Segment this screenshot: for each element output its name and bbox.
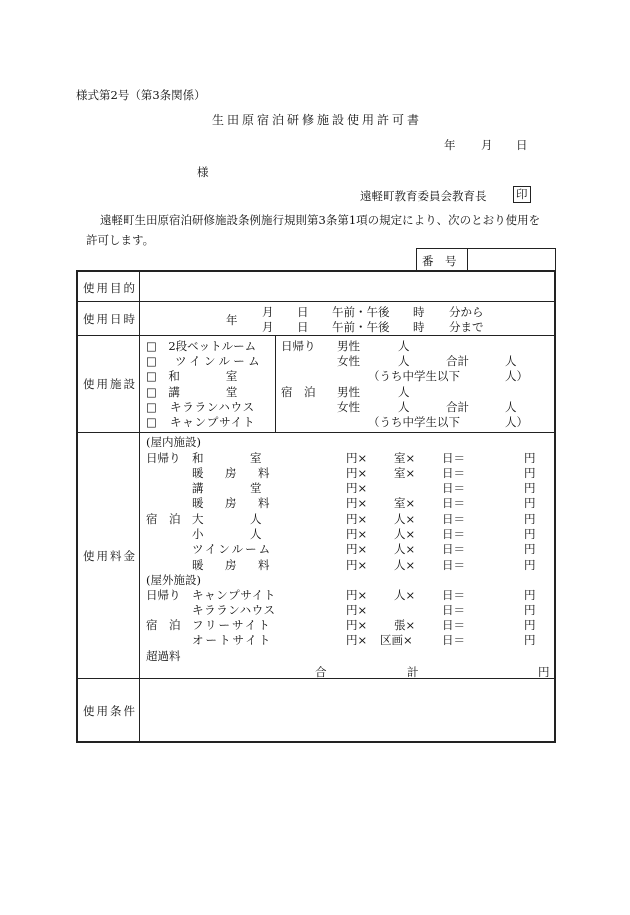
fee-yen: 円: [524, 633, 536, 647]
occ-stay-label: 宿 泊: [281, 385, 316, 399]
occ-day-female-person: 人: [398, 354, 410, 368]
datetime-hour-2: 時: [413, 320, 425, 334]
addressee-suffix: 様: [197, 165, 209, 179]
facility-checkbox-bunk[interactable]: □ 2段ベットルーム: [146, 339, 257, 353]
fee-days: 日＝: [442, 618, 465, 632]
date-day: 日: [516, 138, 528, 152]
fee-days: 日＝: [442, 451, 465, 465]
occ-day-school: （うち中学生以下: [368, 369, 460, 383]
date-month: 月: [481, 138, 493, 152]
occ-dayuse-label: 日帰り: [281, 339, 316, 353]
fee-days: 日＝: [442, 466, 465, 480]
datetime-day-2: 日: [297, 320, 309, 334]
purpose-field[interactable]: [142, 274, 552, 299]
fee-item: 大 人: [192, 512, 265, 526]
number-box-divider: [467, 248, 468, 270]
row-label-conditions: 使用条件: [83, 704, 137, 718]
fee-item: オートサイト: [192, 633, 273, 647]
fee-unit: 室×: [394, 496, 416, 510]
fee-days: 日＝: [442, 633, 465, 647]
occ-day-total: 合計: [446, 354, 469, 368]
fee-days: 日＝: [442, 496, 465, 510]
fee-unit: 室×: [394, 466, 416, 480]
datetime-day-1: 日: [297, 305, 309, 319]
number-label: 番 号: [422, 254, 457, 268]
datetime-hour-1: 時: [413, 305, 425, 319]
number-field[interactable]: [470, 251, 552, 268]
fee-days: 日＝: [442, 512, 465, 526]
row-label-facility: 使用施設: [83, 377, 137, 391]
fee-item: 講 堂: [192, 481, 265, 495]
fee-rate: 円×: [346, 618, 368, 632]
issuer: 遠軽町教育委員会教育長: [360, 189, 487, 203]
fee-yen: 円: [524, 588, 536, 602]
fee-rate: 円×: [346, 542, 368, 556]
row-label-fee: 使用料金: [83, 549, 137, 563]
body-text-line1: 遠軽町生田原宿泊研修施設条例施行規則第3条第1項の規定により、次のとおり使用を: [100, 213, 541, 227]
fee-unit: 張×: [394, 618, 416, 632]
date-year: 年: [444, 138, 456, 152]
fee-days: 日＝: [442, 588, 465, 602]
datetime-month-2: 月: [262, 320, 274, 334]
fee-days: 日＝: [442, 542, 465, 556]
fee-unit: 人×: [394, 588, 416, 602]
fee-yen: 円: [524, 451, 536, 465]
occ-stay-male: 男性: [337, 385, 360, 399]
number-box-top: [416, 248, 556, 249]
fee-yen: 円: [524, 466, 536, 480]
fee-rate: 円×: [346, 527, 368, 541]
occ-stay-school-end: 人）: [505, 415, 528, 429]
occ-stay-school: （うち中学生以下: [368, 415, 460, 429]
occ-stay-total: 合計: [446, 400, 469, 414]
facility-checkbox-kirara-house[interactable]: □ キラランハウス: [146, 400, 255, 414]
fee-yen: 円: [524, 512, 536, 526]
page-title: 生田原宿泊研修施設使用許可書: [212, 113, 423, 127]
fee-unit: 人×: [394, 558, 416, 572]
fee-rate: 円×: [346, 496, 368, 510]
number-box-right: [555, 248, 556, 270]
fee-indoor-dayuse: 日帰り: [146, 451, 181, 465]
fee-unit: 人×: [394, 542, 416, 556]
occ-stay-female: 女性: [337, 400, 360, 414]
fee-rate: 円×: [346, 481, 368, 495]
fee-yen: 円: [524, 558, 536, 572]
fee-item: 暖 房 料: [192, 558, 275, 572]
facility-checkbox-hall[interactable]: □ 講 堂: [146, 385, 238, 399]
fee-yen: 円: [524, 618, 536, 632]
fee-item: ツインルーム: [192, 542, 273, 556]
fee-item: キャンプサイト: [192, 588, 276, 602]
row-label-purpose: 使用目的: [83, 281, 137, 295]
fee-excess: 超過料: [146, 649, 181, 663]
fee-rate: 円×: [346, 466, 368, 480]
fee-indoor-header: (屋内施設): [146, 435, 201, 449]
datetime-year: 年: [226, 313, 238, 327]
datetime-ampm-1: 午前・午後: [332, 305, 390, 319]
fee-days: 日＝: [442, 603, 465, 617]
fee-unit: 人×: [394, 527, 416, 541]
fee-yen: 円: [524, 496, 536, 510]
fee-item: フリーサイト: [192, 618, 272, 632]
fee-total-yen: 円: [538, 665, 550, 679]
fee-unit: 区画×: [380, 633, 413, 647]
fee-total-label: 合 計: [315, 665, 419, 679]
number-box-left: [416, 248, 417, 270]
occ-day-school-end: 人）: [505, 369, 528, 383]
occ-stay-female-person: 人: [398, 400, 410, 414]
occ-day-male-person: 人: [398, 339, 410, 353]
fee-outdoor-stay: 宿 泊: [146, 618, 181, 632]
fee-rate: 円×: [346, 588, 368, 602]
fee-item: キラランハウス: [192, 603, 276, 617]
datetime-min-2: 分まで: [449, 320, 484, 334]
fee-yen: 円: [524, 527, 536, 541]
fee-outdoor-dayuse: 日帰り: [146, 588, 181, 602]
fee-item: 暖 房 料: [192, 496, 275, 510]
conditions-field[interactable]: [142, 682, 552, 738]
fee-rate: 円×: [346, 603, 368, 617]
seal-box: 印: [513, 186, 531, 203]
datetime-ampm-2: 午前・午後: [332, 320, 390, 334]
fee-unit: 室×: [394, 451, 416, 465]
datetime-month-1: 月: [262, 305, 274, 319]
fee-unit: 人×: [394, 512, 416, 526]
fee-rate: 円×: [346, 633, 368, 647]
occ-day-female: 女性: [337, 354, 360, 368]
fee-days: 日＝: [442, 481, 465, 495]
fee-item: 和 室: [192, 451, 265, 465]
form-number: 様式第2号（第3条関係）: [76, 88, 206, 102]
datetime-min-1: 分から: [449, 305, 484, 319]
fee-days: 日＝: [442, 527, 465, 541]
fee-item: 小 人: [192, 527, 265, 541]
occ-day-male: 男性: [337, 339, 360, 353]
facility-checkbox-twin[interactable]: □ ツインルーム: [146, 354, 263, 368]
occ-day-total-person: 人: [505, 354, 517, 368]
facility-checkbox-campsite[interactable]: □ キャンプサイト: [146, 415, 256, 429]
body-text-line2: 許可します。: [86, 233, 155, 247]
fee-rate: 円×: [346, 558, 368, 572]
fee-outdoor-header: (屋外施設): [146, 573, 201, 587]
occ-stay-male-person: 人: [398, 385, 410, 399]
fee-days: 日＝: [442, 558, 465, 572]
fee-yen: 円: [524, 603, 536, 617]
fee-yen: 円: [524, 481, 536, 495]
row-label-datetime: 使用日時: [83, 312, 137, 326]
occ-stay-total-person: 人: [505, 400, 517, 414]
fee-rate: 円×: [346, 451, 368, 465]
facility-checkbox-japanese-room[interactable]: □ 和 室: [146, 369, 238, 383]
fee-indoor-stay: 宿 泊: [146, 512, 181, 526]
fee-item: 暖 房 料: [192, 466, 275, 480]
fee-rate: 円×: [346, 512, 368, 526]
fee-yen: 円: [524, 542, 536, 556]
